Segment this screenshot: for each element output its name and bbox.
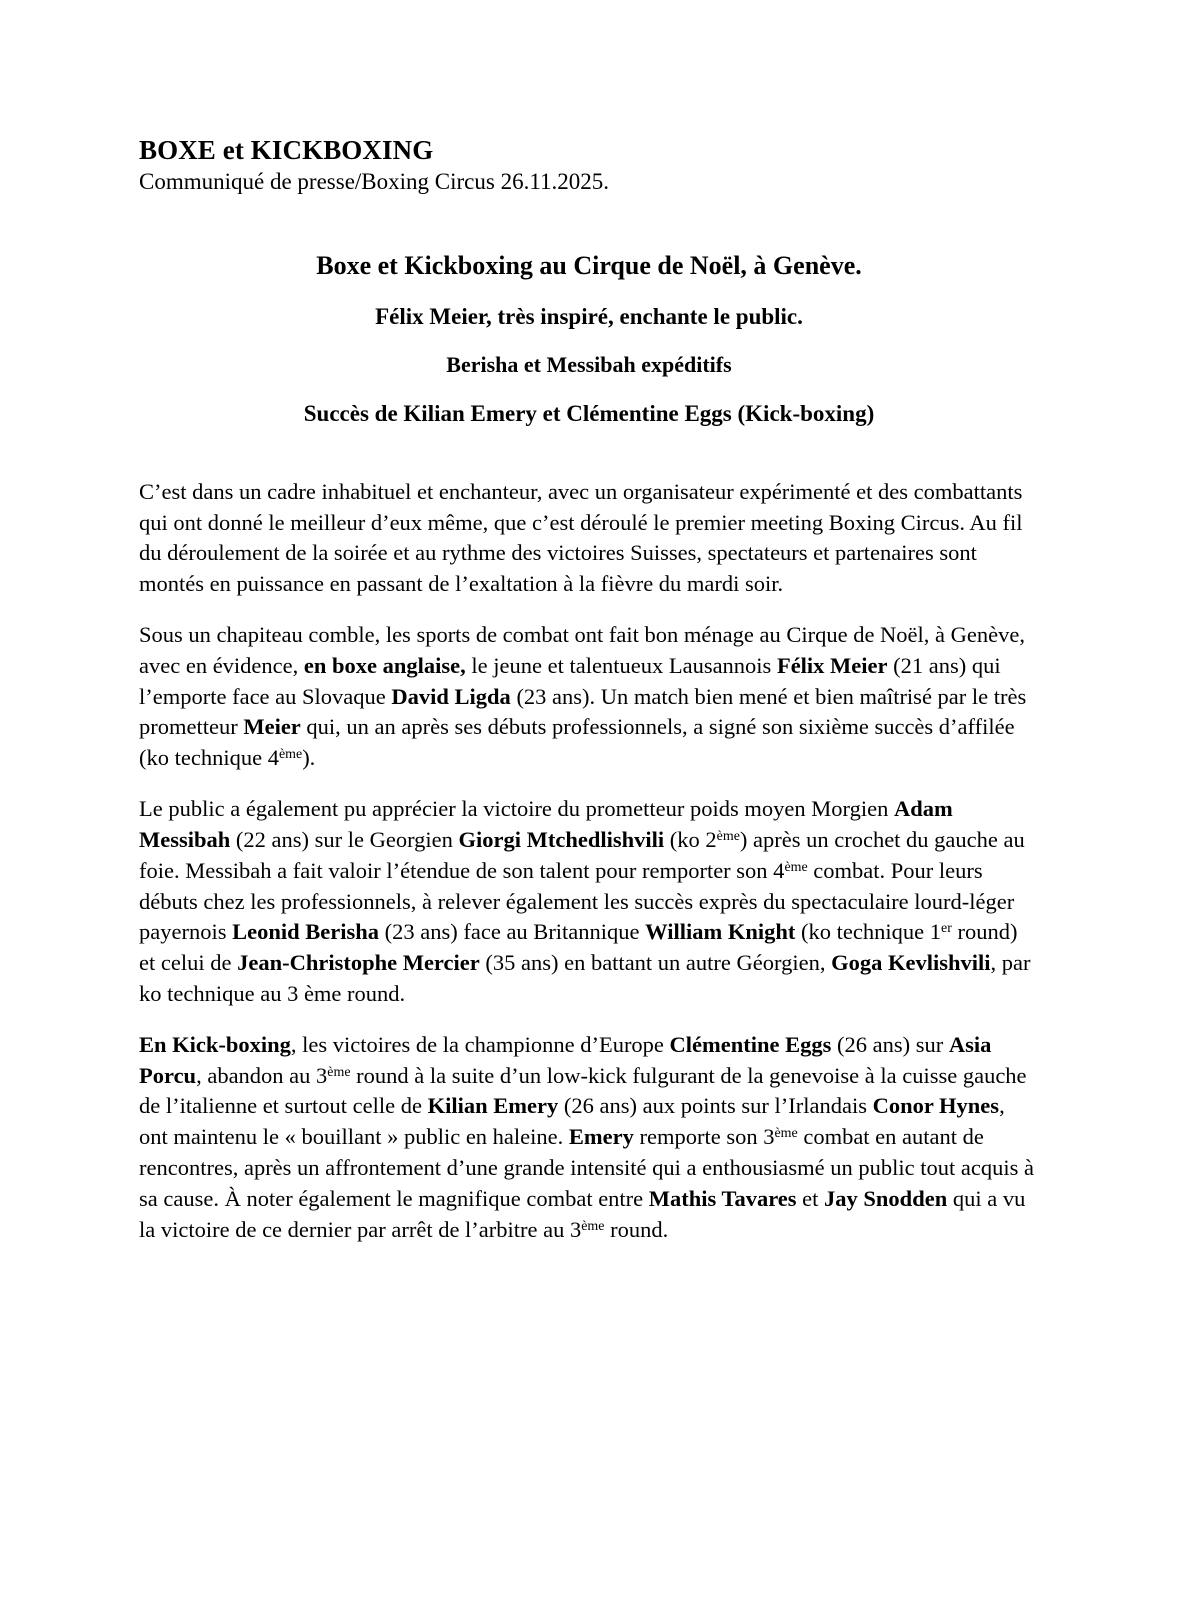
headline-secondary: Félix Meier, très inspiré, enchante le public.: [375, 304, 803, 329]
fighter-name-william-knight: William Knight: [645, 919, 796, 945]
fighter-name-asia-porcu: Asia Porcu: [139, 1031, 992, 1088]
fighter-name-david-ligda: David Ligda: [391, 683, 511, 709]
ordinal-suffix: ème: [784, 859, 808, 875]
text-run: (23 ans). Un match bien mené et bien maîtrisé par le très prometteur: [139, 683, 1027, 740]
paragraph-boxe-anglaise: [139, 620, 1039, 774]
headline-block: [139, 248, 1039, 429]
fighter-name-emery: Emery: [568, 1124, 634, 1150]
fighter-name-mathis-tavares: Mathis Tavares: [648, 1185, 797, 1211]
fighter-name-adam-messibah: Adam Messibah: [139, 796, 953, 852]
text-run: remporte son 3: [633, 1124, 775, 1150]
text-run: (22 ans) sur le Georgien: [230, 826, 459, 852]
press-release-line: Communiqué de presse/Boxing Circus 26.11.2025.: [139, 169, 609, 195]
fighter-name-giorgi-mtchedlishvili: Giorgi Mtchedlishvili: [458, 826, 665, 852]
article-body: [139, 477, 1039, 1246]
text-run: (ko technique 1: [795, 919, 942, 945]
text-run: (35 ans) en battant un autre Géorgien,: [479, 950, 832, 976]
text-run: ).: [302, 745, 316, 771]
headline-quaternary: Succès de Kilian Emery et Clémentine Eggs (Kick-boxing): [303, 400, 875, 426]
text-run: ) après un crochet du gauche au foie. Messibah a fait valoir l’étendue de son talent pour remporter son 4: [139, 826, 1025, 883]
paragraph-messibah-berisha: [139, 794, 1039, 1010]
paragraph-kickboxing: [139, 1030, 1039, 1246]
text-emphasis-discipline-kickboxing: En Kick-boxing: [139, 1031, 291, 1057]
ordinal-suffix: ème: [581, 1218, 605, 1234]
text-run: (23 ans) face au Britannique: [379, 919, 646, 945]
fighter-name-leonid-berisha: Leonid Berisha: [232, 919, 380, 945]
ordinal-suffix: ème: [327, 1064, 351, 1080]
text-emphasis-discipline: en boxe anglaise,: [303, 652, 466, 678]
fighter-name-kilian-emery: Kilian Emery: [427, 1093, 559, 1119]
ordinal-suffix: ème: [774, 1125, 798, 1141]
text-run: round.: [604, 1216, 669, 1242]
headline-tertiary: Berisha et Messibah expéditifs: [446, 352, 732, 378]
ordinal-suffix: er: [941, 921, 952, 937]
fighter-name-jay-snodden: Jay Snodden: [824, 1185, 948, 1211]
fighter-name-conor-hynes: Conor Hynes: [872, 1093, 1000, 1119]
page-title: BOXE et KICKBOXING: [139, 135, 434, 165]
fighter-name-meier: Meier: [243, 714, 301, 740]
text-run: qui a vu la victoire de ce dernier par arrêt de l’arbitre au 3: [139, 1185, 1026, 1242]
paragraph-intro: C’est dans un cadre inhabituel et enchanteur, avec un organisateur expérimenté et des combattants qui ont donné le meilleur d’eux même, que c’est déroulé le premier meeting Boxing Circus. Au fil du déroulement de la soirée et au rythme des victoires Suisses, spectateurs et partenaires sont montés en puissance en passant de l’exaltation à la fièvre du mardi soir.: [139, 478, 1023, 597]
text-run: combat en autant de rencontres, après un affrontement d’une grande intensité qui a enthousiasmé un public tout acquis à sa cause. À noter également le magnifique combat entre: [139, 1124, 1034, 1211]
fighter-name-clementine-eggs: Clémentine Eggs: [669, 1031, 832, 1057]
fighter-name-felix-meier: Félix Meier: [776, 652, 888, 678]
text-run: Sous un chapiteau comble, les sports de combat ont fait bon ménage au Cirque de Noël, à Genève, avec en évidence,: [139, 622, 1025, 678]
text-run: (ko 2: [664, 826, 717, 852]
fighter-name-goga-kevlishvili: Goga Kevlishvili: [831, 950, 991, 976]
text-run: , abandon au 3: [196, 1062, 328, 1088]
text-run: round) et celui de: [139, 919, 1018, 976]
text-run: combat. Pour leurs débuts chez les professionnels, à relever également les succès exprès du spectaculaire lourd-léger payernois: [139, 857, 1015, 945]
text-run: round à la suite d’un low-kick fulgurant de la genevoise à la cuisse gauche de l’italienne et surtout celle de: [139, 1062, 1027, 1119]
ordinal-suffix: ème: [278, 747, 303, 763]
text-run: (26 ans) aux points sur l’Irlandais: [558, 1093, 873, 1119]
headline-primary: Boxe et Kickboxing au Cirque de Noël, à Genève.: [316, 250, 862, 280]
fighter-name-jean-christophe-mercier: Jean-Christophe Mercier: [237, 950, 480, 976]
text-run: le jeune et talentueux Lausannois: [465, 652, 777, 678]
document-header: [139, 135, 1040, 196]
text-run: , les victoires de la championne d’Europe: [290, 1031, 670, 1057]
text-run: , par ko technique au 3 ème round.: [139, 950, 1031, 1006]
text-run: , ont maintenu le « bouillant » public en haleine.: [139, 1093, 1005, 1150]
text-run: (26 ans) sur: [831, 1031, 949, 1057]
text-run: (21 ans) qui l’emporte face au Slovaque: [139, 652, 1001, 709]
text-run: qui, un an après ses débuts professionnels, a signé son sixième succès d’affilée (ko technique 4: [139, 714, 1015, 771]
text-run: Le public a également pu apprécier la victoire du prometteur poids moyen Morgien: [139, 796, 894, 822]
text-run: et: [796, 1185, 825, 1211]
ordinal-suffix: ème: [716, 828, 740, 844]
